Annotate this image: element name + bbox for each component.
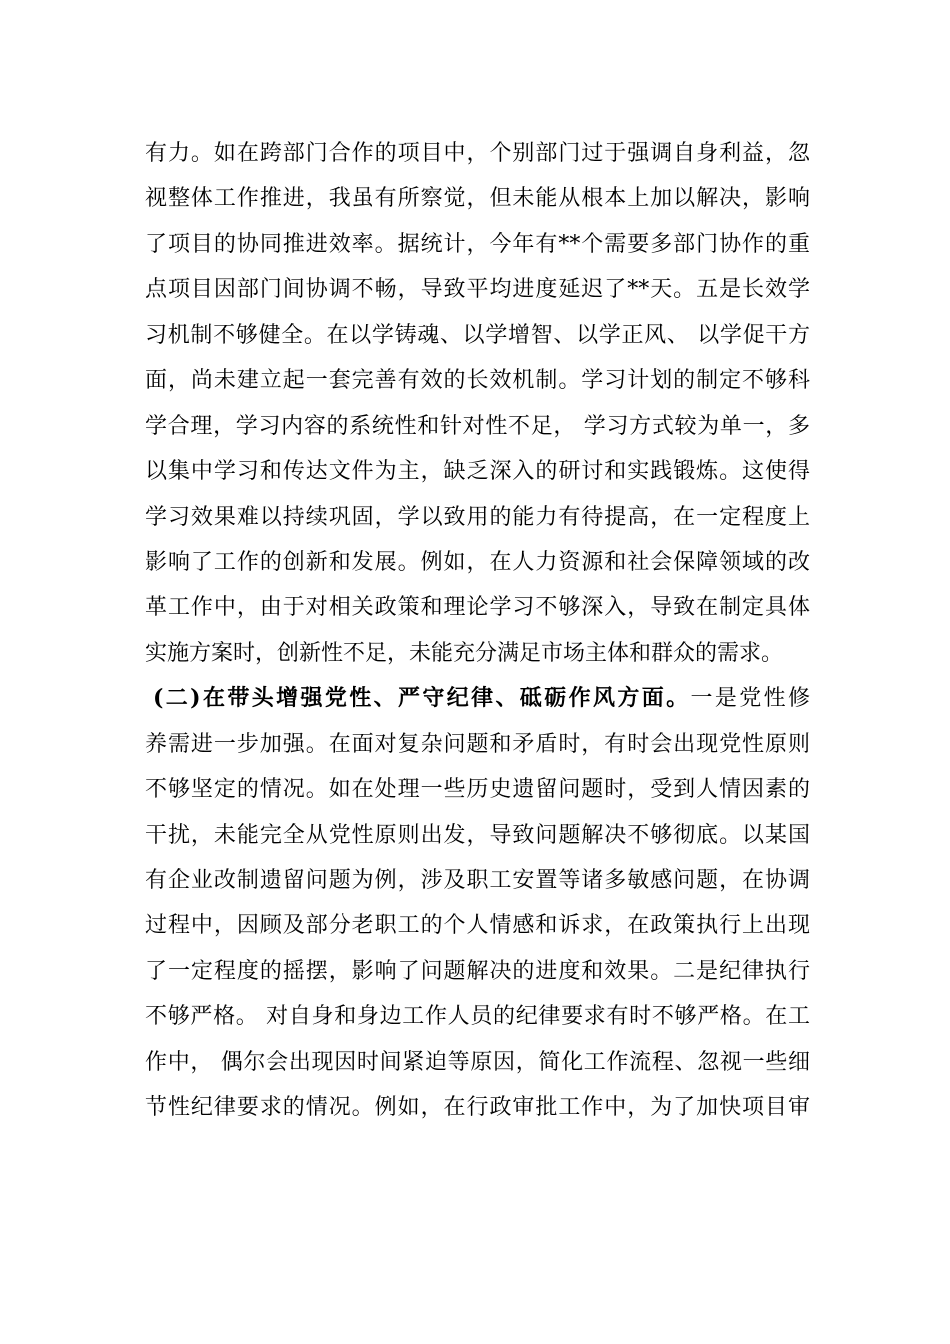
- text-line: 了一定程度的摇摆，影响了问题解决的进度和效果。二是纪律执行: [145, 958, 810, 984]
- text-line: 有企业改制遗留问题为例，涉及职工安置等诸多敏感问题，在协调: [145, 868, 810, 893]
- text-line: 革工作中，由于对相关政策和理论学习不够深入，导致在制定具体: [145, 595, 810, 621]
- text-line: 点项目因部门间协调不畅，导致平均进度延迟了**天。五是长效学: [145, 277, 810, 303]
- text-line: 视整体工作推进，我虽有所察觉，但未能从根本上加以解决，影响: [145, 186, 810, 212]
- text-line: 有力。如在跨部门合作的项目中，个别部门过于强调自身利益，忽: [145, 141, 810, 166]
- text-line: 节性纪律要求的情况。例如，在行政审批工作中，为了加快项目审: [145, 1095, 810, 1121]
- text-line: 过程中，因顾及部分老职工的个人情感和诉求，在政策执行上出现: [145, 913, 810, 939]
- section-heading-continuation: 一是党性修: [690, 686, 810, 712]
- text-line: 干扰，未能完全从党性原则出发，导致问题解决不够彻底。以某国: [145, 822, 810, 848]
- text-line: 不够严格。 对自身和身边工作人员的纪律要求有时不够严格。在工: [145, 1004, 810, 1030]
- text-line: 习机制不够健全。在以学铸魂、以学增智、以学正风、 以学促干方: [145, 322, 810, 348]
- document-body: [145, 131, 810, 1131]
- text-line: 影响了工作的创新和发展。例如，在人力资源和社会保障领域的改: [145, 549, 810, 575]
- section-heading: (二)在带头增强党性、严守纪律、砥砺作风方面。: [153, 685, 691, 712]
- text-line: 以集中学习和传达文件为主，缺乏深入的研讨和实践锻炼。这使得: [145, 459, 810, 485]
- text-line: 养需进一步加强。在面对复杂问题和矛盾时，有时会出现党性原则: [145, 731, 810, 757]
- text-line: 面，尚未建立起一套完善有效的长效机制。学习计划的制定不够科: [145, 368, 810, 394]
- text-line: 学合理，学习内容的系统性和针对性不足， 学习方式较为单一，多: [145, 413, 810, 439]
- text-line: 实施方案时，创新性不足，未能充分满足市场主体和群众的需求。: [145, 640, 784, 666]
- section-heading-line: [145, 676, 810, 721]
- text-line: 作中， 偶尔会出现因时间紧迫等原因，简化工作流程、忽视一些细: [145, 1049, 810, 1075]
- text-line: 了项目的协同推进效率。据统计，今年有**个需要多部门协作的重: [145, 231, 810, 257]
- text-line: 不够坚定的情况。如在处理一些历史遗留问题时，受到人情因素的: [145, 777, 810, 803]
- text-line: 学习效果难以持续巩固，学以致用的能力有待提高，在一定程度上: [145, 504, 810, 530]
